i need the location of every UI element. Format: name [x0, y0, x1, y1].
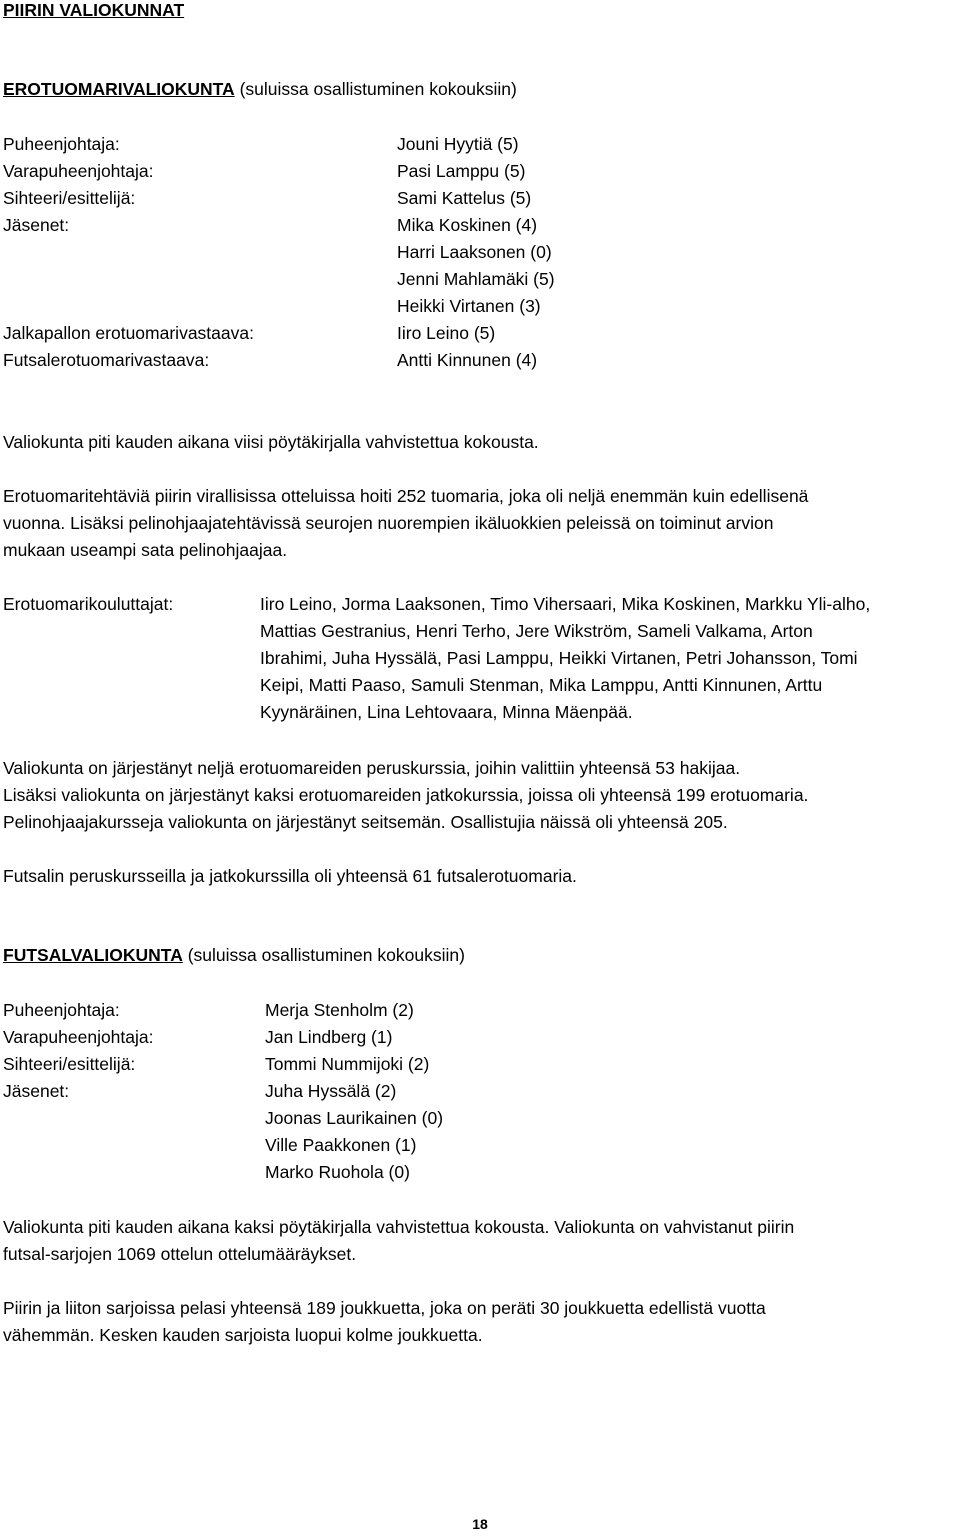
member-role: Puheenjohtaja: [3, 1000, 120, 1020]
member-name: Tommi Nummijoki (2) [265, 1054, 430, 1074]
futsal-committee-heading-text: FUTSALVALIOKUNTA [3, 945, 183, 965]
trainers-line: Iiro Leino, Jorma Laaksonen, Timo Vihersaari, Mika Koskinen, Markku Yli-alho, [260, 594, 871, 614]
referee-duties-line: Erotuomaritehtäviä piirin virallisissa otteluissa hoiti 252 tuomaria, joka oli neljä enemmän kuin edellisenä [3, 486, 809, 506]
referee-duties-line: vuonna. Lisäksi pelinohjaajatehtävissä seurojen nuorempien ikäluokkien peleissä on toiminut arvion [3, 513, 774, 533]
member-role: Jäsenet: [3, 1081, 70, 1101]
member-role: Jalkapallon erotuomarivastaava: [3, 323, 254, 343]
member-name: Juha Hyssälä (2) [265, 1081, 397, 1101]
futsal-courses-paragraph: Futsalin peruskursseilla ja jatkokurssilla oli yhteensä 61 futsalerotuomaria. [3, 866, 577, 886]
page-title: PIIRIN VALIOKUNNAT [3, 0, 185, 20]
member-name: Sami Kattelus (5) [397, 188, 532, 208]
referee-committee-heading [3, 76, 517, 103]
page-number: 18 [472, 1516, 488, 1532]
member-name: Marko Ruohola (0) [265, 1162, 410, 1182]
futsal-meetings-line: Valiokunta piti kauden aikana kaksi pöytäkirjalla vahvistettua kokousta. Valiokunta on vahvistanut piirin [3, 1217, 795, 1237]
referee-committee-heading-note: (suluissa osallistuminen kokouksiin) [239, 79, 517, 99]
trainers-list [260, 591, 960, 726]
member-name: Joonas Laurikainen (0) [265, 1108, 444, 1128]
trainers-label: Erotuomarikouluttajat: [3, 594, 174, 614]
courses-line: Pelinohjaajakursseja valiokunta on järjestänyt seitsemän. Osallistujia näissä oli yhteensä 205. [3, 812, 728, 832]
member-name: Pasi Lamppu (5) [397, 161, 526, 181]
member-name: Mika Koskinen (4) [397, 215, 538, 235]
member-name: Ville Paakkonen (1) [265, 1135, 417, 1155]
trainers-line: Ibrahimi, Juha Hyssälä, Pasi Lamppu, Heikki Virtanen, Petri Johansson, Tomi [260, 648, 858, 668]
trainers-line: Mattias Gestranius, Henri Terho, Jere Wikström, Sameli Valkama, Arton [260, 621, 813, 641]
futsal-teams-line: vähemmän. Kesken kauden sarjoista luopui kolme joukkuetta. [3, 1325, 483, 1345]
futsal-meetings-line: futsal-sarjojen 1069 ottelun ottelumääräykset. [3, 1244, 357, 1264]
member-name: Jouni Hyytiä (5) [397, 134, 519, 154]
member-role: Varapuheenjohtaja: [3, 161, 154, 181]
member-name: Iiro Leino (5) [397, 323, 496, 343]
member-name: Jenni Mahlamäki (5) [397, 269, 555, 289]
futsal-committee-heading-note: (suluissa osallistuminen kokouksiin) [187, 945, 465, 965]
member-role: Puheenjohtaja: [3, 134, 120, 154]
referee-duties-line: mukaan useampi sata pelinohjaajaa. [3, 540, 288, 560]
member-name: Harri Laaksonen (0) [397, 242, 552, 262]
courses-line: Lisäksi valiokunta on järjestänyt kaksi erotuomareiden jatkokurssia, joissa oli yhteensä 199 erotuomaria. [3, 785, 809, 805]
member-role: Futsalerotuomarivastaava: [3, 350, 210, 370]
referee-committee-heading-text: EROTUOMARIVALIOKUNTA [3, 79, 235, 99]
member-role: Jäsenet: [3, 215, 70, 235]
member-role: Sihteeri/esittelijä: [3, 188, 136, 208]
member-name: Merja Stenholm (2) [265, 1000, 414, 1020]
futsal-committee-heading [3, 942, 465, 969]
referee-meetings-paragraph: Valiokunta piti kauden aikana viisi pöytäkirjalla vahvistettua kokousta. [3, 432, 539, 452]
trainers-line: Keipi, Matti Paaso, Samuli Stenman, Mika Lamppu, Antti Kinnunen, Arttu [260, 675, 823, 695]
futsal-teams-line: Piirin ja liiton sarjoissa pelasi yhteensä 189 joukkuetta, joka on peräti 30 joukkuetta edellistä vuotta [3, 1298, 766, 1318]
trainers-line: Kyynäräinen, Lina Lehtovaara, Minna Mäenpää. [260, 702, 633, 722]
member-name: Heikki Virtanen (3) [397, 296, 541, 316]
member-role: Sihteeri/esittelijä: [3, 1054, 136, 1074]
member-name: Antti Kinnunen (4) [397, 350, 538, 370]
member-role: Varapuheenjohtaja: [3, 1027, 154, 1047]
courses-line: Valiokunta on järjestänyt neljä erotuomareiden peruskurssia, joihin valittiin yhteensä 53 hakijaa. [3, 758, 741, 778]
member-name: Jan Lindberg (1) [265, 1027, 393, 1047]
